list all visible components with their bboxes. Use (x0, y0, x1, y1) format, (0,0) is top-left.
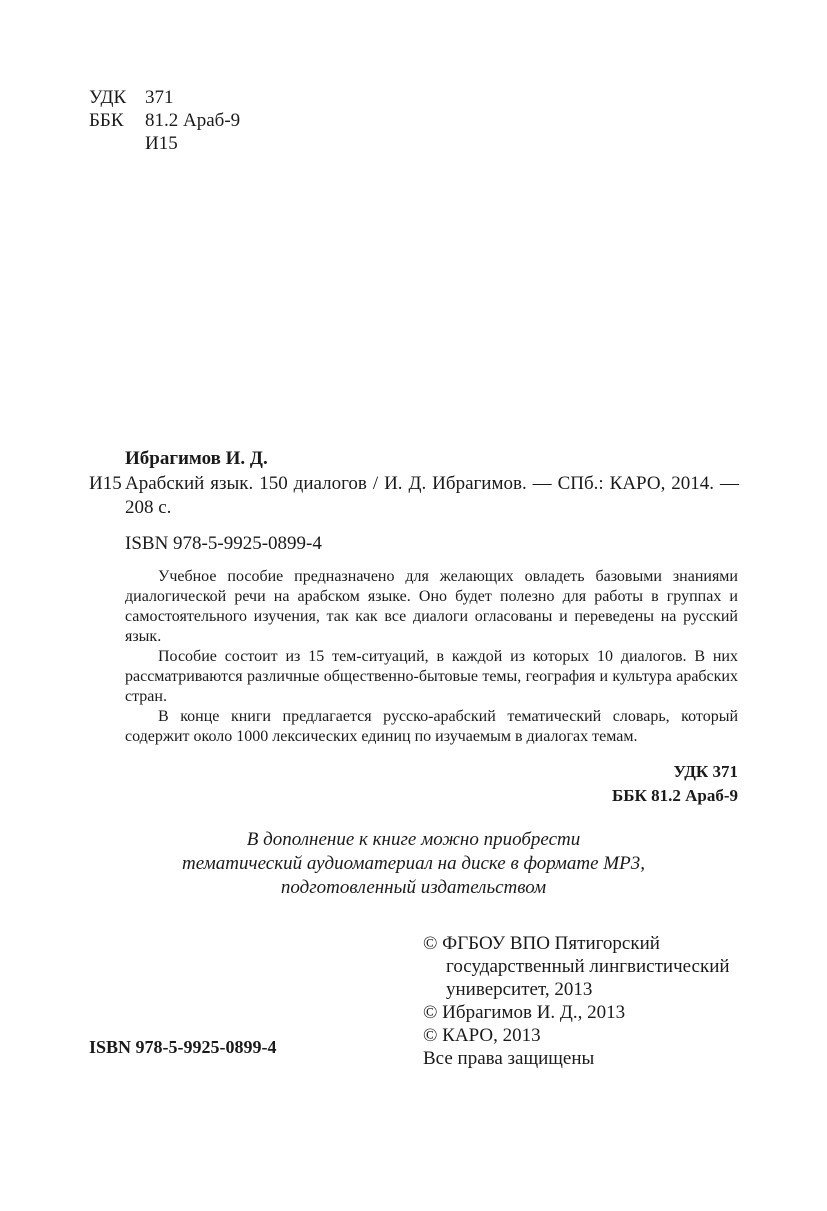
supplement-line: подготовленный издательством (280, 877, 547, 898)
udk-value: 371 (145, 87, 174, 108)
author-mark: И15 (145, 133, 178, 154)
annotation-paragraph: Учебное пособие предназначено для желающих овладеть базовыми знаниями диалогической речи на арабском языке. Оно будет полезно для работы в группах и самостоятельного изучения, так как все диалоги огласованы и переведены на русский язык. (125, 568, 738, 645)
bbk-bold: ББК 81.2 Араб-9 (612, 786, 738, 805)
udk-label: УДК (89, 87, 127, 108)
udk-row (89, 86, 240, 109)
bibliographic-description: Арабский язык. 150 диалогов / И. Д. Ибрагимов. — СПб.: КАРО, 2014. — 208 с. (125, 473, 739, 518)
annotation-paragraph: Пособие состоит из 15 тем-ситуаций, в каждой из которых 10 диалогов. В них рассматриваются различные общественно-бытовые темы, география и культура арабских стран. (125, 648, 738, 705)
isbn-bottom: ISBN 978-5-9925-0899-4 (89, 1037, 277, 1057)
copyright-line: университет, 2013 (446, 979, 593, 1000)
author-cipher: И15 (89, 473, 122, 494)
supplement-line: тематический аудиоматериал на диске в формате MP3, (182, 853, 645, 874)
annotation (125, 567, 738, 747)
classification-codes-bold (612, 760, 738, 808)
author-mark-row (89, 132, 240, 155)
udk-bold: УДК 371 (673, 762, 738, 781)
author-name: Ибрагимов И. Д. (125, 448, 268, 469)
audio-supplement-note (0, 828, 827, 900)
bbk-value: 81.2 Араб-9 (145, 110, 241, 131)
supplement-line: В дополнение к книге можно приобрести (246, 829, 581, 850)
bbk-label: ББК (89, 110, 124, 131)
copyright-line: © КАРО, 2013 (423, 1025, 541, 1046)
classification-codes (89, 86, 240, 155)
bibliographic-record (89, 472, 739, 520)
copyright-line: государственный лингвистический (446, 956, 730, 977)
rights-reserved: Все права защищены (423, 1048, 595, 1069)
copyright-block (423, 932, 730, 1070)
isbn-record: ISBN 978-5-9925-0899-4 (125, 533, 322, 554)
annotation-paragraph: В конце книги предлагается русско-арабский тематический словарь, который содержит около 1000 лексических единиц по изучаемым в диалогах темам. (125, 708, 738, 745)
copyright-line: © Ибрагимов И. Д., 2013 (423, 1002, 626, 1023)
copyright-line: © ФГБОУ ВПО Пятигорский (423, 933, 660, 954)
bbk-row (89, 109, 240, 132)
